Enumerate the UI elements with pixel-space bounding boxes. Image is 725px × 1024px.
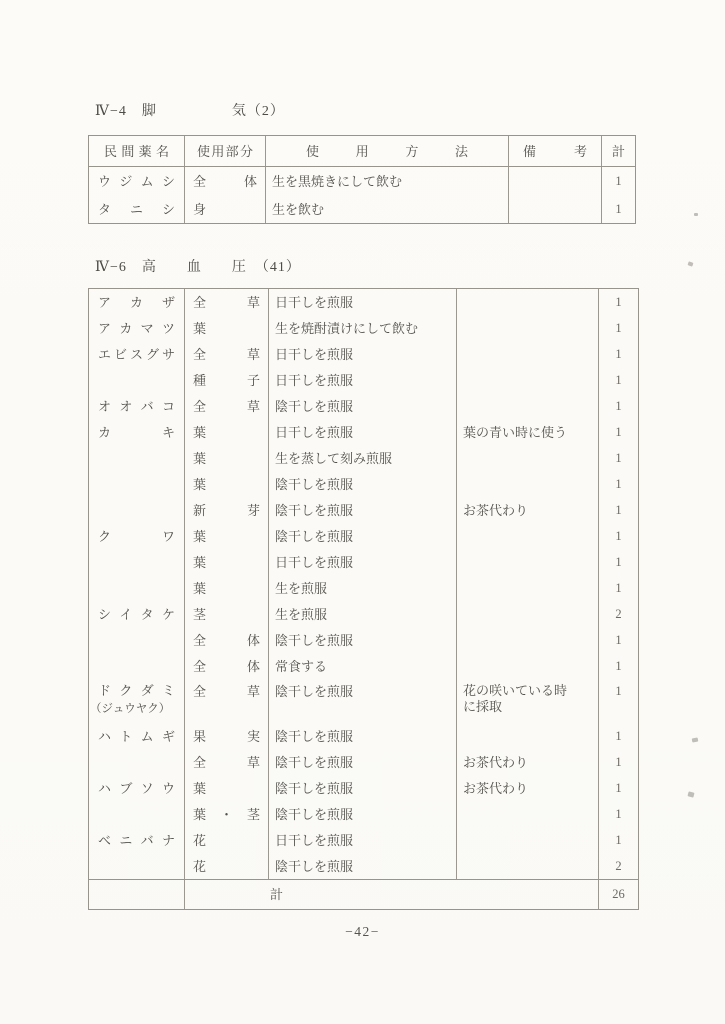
scan-speck [694,213,698,216]
table-row [89,315,638,341]
folk-medicine-name [89,679,184,723]
table-row [89,195,635,223]
folk-medicine-name [89,853,184,879]
folk-medicine-name [89,749,184,775]
remarks: お茶代わり [456,749,598,775]
used-part: 葉 [184,445,268,471]
table-row [89,393,638,419]
used-part: 全 体 [184,167,265,195]
folk-medicine-name: ク ワ [98,528,175,544]
scan-speck [687,791,694,797]
used-part: 花 [184,827,268,853]
used-part: 葉 [184,775,268,801]
usage-method: 陰干しを煎服 [268,471,456,497]
table-row [89,497,638,523]
remarks [456,627,598,653]
folk-medicine-name [89,653,184,679]
usage-method: 陰干しを煎服 [268,801,456,827]
usage-method: 生を蒸して刻み煎服 [268,445,456,471]
table-row [89,445,638,471]
folk-medicine-name: ウ ジ ム シ [98,173,175,189]
folk-medicine-name: エ ビ ス グ サ [98,346,175,362]
used-part: 葉 ・ 茎 [184,801,268,827]
count: 1 [598,749,638,775]
usage-method: 生を焼酎漬けにして飲む [268,315,456,341]
used-part: 葉 [184,523,268,549]
table-row [89,523,638,549]
count: 1 [598,549,638,575]
usage-method: 日干しを煎服 [268,827,456,853]
usage-method: 生を煎服 [268,575,456,601]
table-row [89,471,638,497]
remarks: お茶代わり [456,497,598,523]
usage-method: 陰干しを煎服 [268,627,456,653]
count: 2 [598,853,638,879]
used-part: 全 草 [184,749,268,775]
remarks [456,827,598,853]
remarks [456,601,598,627]
count: 1 [598,289,638,315]
used-part: 新 芽 [184,497,268,523]
used-part: 花 [184,853,268,879]
table-row [89,367,638,393]
remarks [508,195,601,223]
folk-medicine-name: オ オ バ コ [98,398,175,414]
table-row [89,627,638,653]
beriberi-table [88,135,636,224]
table-row [89,575,638,601]
count: 1 [598,497,638,523]
used-part: 葉 [184,471,268,497]
count: 1 [601,167,635,195]
folk-medicine-name: ア カ マ ツ [98,320,175,336]
header-remarks: 備 考 [508,136,601,166]
remarks [456,367,598,393]
usage-method: 陰干しを煎服 [268,853,456,879]
count: 1 [598,393,638,419]
count: 1 [598,341,638,367]
folk-medicine-name: ア カ ザ [98,294,175,310]
remarks [456,679,598,723]
remarks [456,853,598,879]
used-part: 葉 [184,419,268,445]
table-row [89,289,638,315]
count: 1 [598,367,638,393]
usage-method: 陰干しを煎服 [268,523,456,549]
used-part: 果 実 [184,723,268,749]
table-row [89,341,638,367]
folk-medicine-name-main: ド ク ダ ミ [98,683,175,698]
count: 1 [598,679,638,723]
table-row [89,549,638,575]
folk-medicine-name: ベ ニ バ ナ [98,832,175,848]
count: 1 [598,523,638,549]
usage-method: 日干しを煎服 [268,367,456,393]
remarks-line-1: 花の咲いている時 [463,683,568,698]
folk-medicine-name [89,575,184,601]
usage-method: 陰干しを煎服 [268,749,456,775]
folk-medicine-name [89,367,184,393]
count: 1 [598,445,638,471]
count: 1 [598,775,638,801]
remarks [456,341,598,367]
total-row [89,879,638,909]
folk-medicine-name [89,549,184,575]
usage-method: 日干しを煎服 [268,419,456,445]
used-part: 葉 [184,315,268,341]
count: 1 [598,801,638,827]
count: 1 [598,653,638,679]
remarks: お茶代わり [456,775,598,801]
table-row [89,853,638,879]
used-part: 葉 [184,549,268,575]
folk-medicine-name [89,445,184,471]
folk-medicine-name-alias: （ジュウヤク） [90,703,171,715]
count: 1 [598,575,638,601]
count: 1 [598,827,638,853]
count: 1 [598,315,638,341]
table-row [89,419,638,445]
usage-method: 陰干しを煎服 [268,679,456,723]
remarks [456,289,598,315]
count: 1 [598,627,638,653]
usage-method: 生を黒焼きにして飲む [265,167,508,195]
count: 1 [598,419,638,445]
remarks [456,723,598,749]
folk-medicine-name: タ ニ シ [98,201,175,217]
count: 1 [598,471,638,497]
table-row [89,679,638,723]
remarks [456,575,598,601]
remarks [456,523,598,549]
remarks [456,445,598,471]
usage-method: 陰干しを煎服 [268,393,456,419]
table-row [89,601,638,627]
section-title-hypertension: Ⅳ−6 高 血 圧 （41） [95,260,301,275]
table-row [89,749,638,775]
page-number: −42− [345,924,380,939]
used-part: 全 草 [184,679,268,723]
used-part: 葉 [184,575,268,601]
total-count: 26 [598,880,638,909]
remarks [456,471,598,497]
count: 1 [601,195,635,223]
remarks [456,549,598,575]
table-header-row [89,136,635,167]
remarks [456,315,598,341]
scan-speck [687,261,693,266]
usage-method: 生を飲む [265,195,508,223]
header-usage-method: 使 用 方 法 [265,136,508,166]
usage-method: 日干しを煎服 [268,341,456,367]
total-label: 計 [184,880,598,909]
folk-medicine-name [89,801,184,827]
used-part: 茎 [184,601,268,627]
used-part: 身 [184,195,265,223]
used-part: 種 子 [184,367,268,393]
header-used-part: 使 用 部 分 [184,136,265,166]
folk-medicine-name [89,497,184,523]
table-row [89,167,635,195]
usage-method: 陰干しを煎服 [268,723,456,749]
count: 2 [598,601,638,627]
used-part: 全 体 [184,653,268,679]
usage-method: 陰干しを煎服 [268,775,456,801]
remarks [508,167,601,195]
total-row-empty-cell [89,880,184,909]
table-row [89,653,638,679]
count: 1 [598,723,638,749]
used-part: 全 草 [184,341,268,367]
used-part: 全 草 [184,393,268,419]
header-folk-medicine-name: 民 間 薬 名 [104,143,169,159]
folk-medicine-name: ハ ブ ソ ウ [98,780,175,796]
folk-medicine-name: カ キ [98,424,175,440]
table-row [89,827,638,853]
table-row [89,723,638,749]
remarks: 葉の青い時に使う [456,419,598,445]
table-row [89,775,638,801]
remarks-line-2: に採取 [463,699,503,714]
usage-method: 常食する [268,653,456,679]
usage-method: 日干しを煎服 [268,289,456,315]
used-part: 全 草 [184,289,268,315]
folk-medicine-name: ハ ト ム ギ [98,728,175,744]
scan-speck [692,738,699,743]
table-row [89,801,638,827]
folk-medicine-name: シ イ タ ケ [98,606,175,622]
section-title-beriberi: Ⅳ−4 脚 気（2） [95,104,285,119]
usage-method: 陰干しを煎服 [268,497,456,523]
used-part: 全 体 [184,627,268,653]
folk-medicine-name [89,627,184,653]
remarks [456,801,598,827]
usage-method: 生を煎服 [268,601,456,627]
header-count: 計 [601,136,635,166]
remarks [456,653,598,679]
folk-medicine-name [89,471,184,497]
remarks [456,393,598,419]
usage-method: 日干しを煎服 [268,549,456,575]
hypertension-table [88,288,639,910]
